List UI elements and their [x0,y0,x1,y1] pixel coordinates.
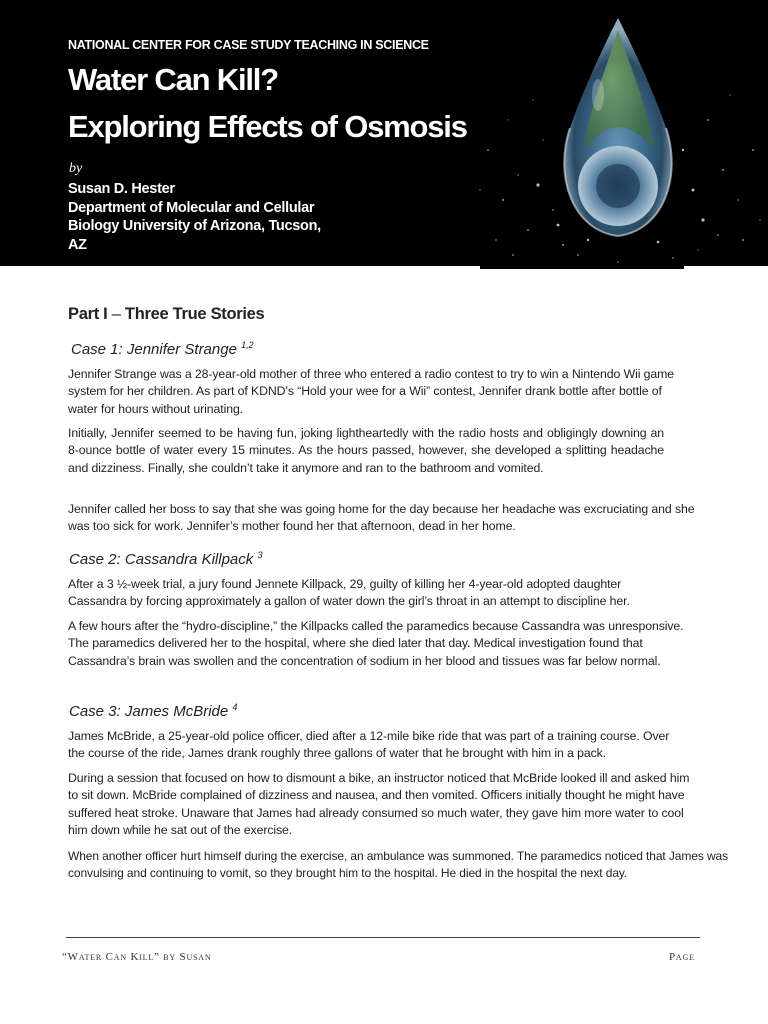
footer-rule [66,937,700,938]
case-3-ref: 4 [232,702,238,712]
author-state: AZ [68,236,87,253]
case-1-paragraph-3: Jennifer called her boss to say that she was going home for the day because her headache was excruciating and she was too sick for work. Jennifer’s mother found her that afternoon, dead in her home. [68,502,695,534]
case-3-paragraph-1: James McBride, a 25-year-old police officer, died after a 12-mile bike ride that was part of a training course. Over the course of the ride, James drank roughly three gallons of water that he brought with him in a pack. [68,729,670,761]
case-2-heading [69,550,262,568]
footer-page: Page [669,951,695,963]
part-label: Part I [68,305,108,323]
case-1-heading [71,340,254,358]
part-title: Three True Stories [124,305,265,323]
author-name: Susan D. Hester [68,181,175,197]
case-3-heading [69,702,237,720]
case-1-paragraph-1: Jennifer Strange was a 28-year-old mother of three who entered a radio contest to try to win a Nintendo Wii game system for her children. As part of KDND’s “Hold your wee for a Wii” contest, Jennifer drank bottle after bottle of water for hours without urinating. [68,367,675,416]
part-heading [68,305,264,324]
case-1-title: Case 1: Jennifer Strange [71,341,237,358]
case-3-title: Case 3: James McBride [69,703,229,720]
case-3-paragraph-3: When another officer hurt himself during the exercise, an ambulance was summoned. The paramedics noticed that James was convulsing and continuing to vomit, so they brought him to the hospital. He died in the hospital the next day. [68,849,729,881]
title-line-2: Exploring Effects of Osmosis [68,109,467,144]
case-2-title: Case 2: Cassandra Killpack [69,551,254,568]
case-1-paragraph-2: Initially, Jennifer seemed to be having fun, joking lightheartedly with the radio hosts and obligingly downing an 8-ounce bottle of water every 15 minutes. As the hours passed, however, she developed a splitting headache and dizziness. Finally, she couldn’t take it anymore and ran to the bathroom and vomited. [68,426,664,475]
case-2-paragraph-1: After a 3 ½-week trial, a jury found Jennete Killpack, 29, guilty of killing her 4-year-old adopted daughter Cassandra by forcing approximately a gallon of water down the girl’s throat in an attempt to discipline her. [68,577,630,609]
part-dash: – [107,305,125,323]
org-name: NATIONAL CENTER FOR CASE STUDY TEACHING IN SCIENCE [68,38,429,52]
title-line-1: Water Can Kill? [68,62,278,97]
banner-strip [480,266,684,269]
footer-citation: “Water Can Kill” by Susan [62,951,212,963]
header-banner [0,0,768,266]
case-2-ref: 3 [257,550,263,560]
by-label: by [69,161,83,176]
author-univ: Biology University of Arizona, Tucson, [68,218,321,234]
case-2-paragraph-2: A few hours after the “hydro-discipline,” the Killpacks called the paramedics because Cassandra was unresponsive. The paramedics delivered her to the hospital, where she died later that day. Medical investigation found that Cassandra’s brain was swollen and the concentration of sodium in her blood and tissues was far below normal. [68,619,684,668]
case-1-ref: 1,2 [241,340,254,350]
water-drop-image [468,0,768,266]
case-3-paragraph-2: During a session that focused on how to dismount a bike, an instructor noticed that McBride looked ill and asked him to sit down. McBride complained of dizziness and nausea, and then vomited. Officers initially thought he might have suffered heat stroke. Unaware that James had already consumed so much water, they gave him more water to cool him down while he sat out of the exercise. [68,771,690,837]
author-block [68,180,328,254]
author-dept: Department of Molecular and Cellular [68,199,315,216]
